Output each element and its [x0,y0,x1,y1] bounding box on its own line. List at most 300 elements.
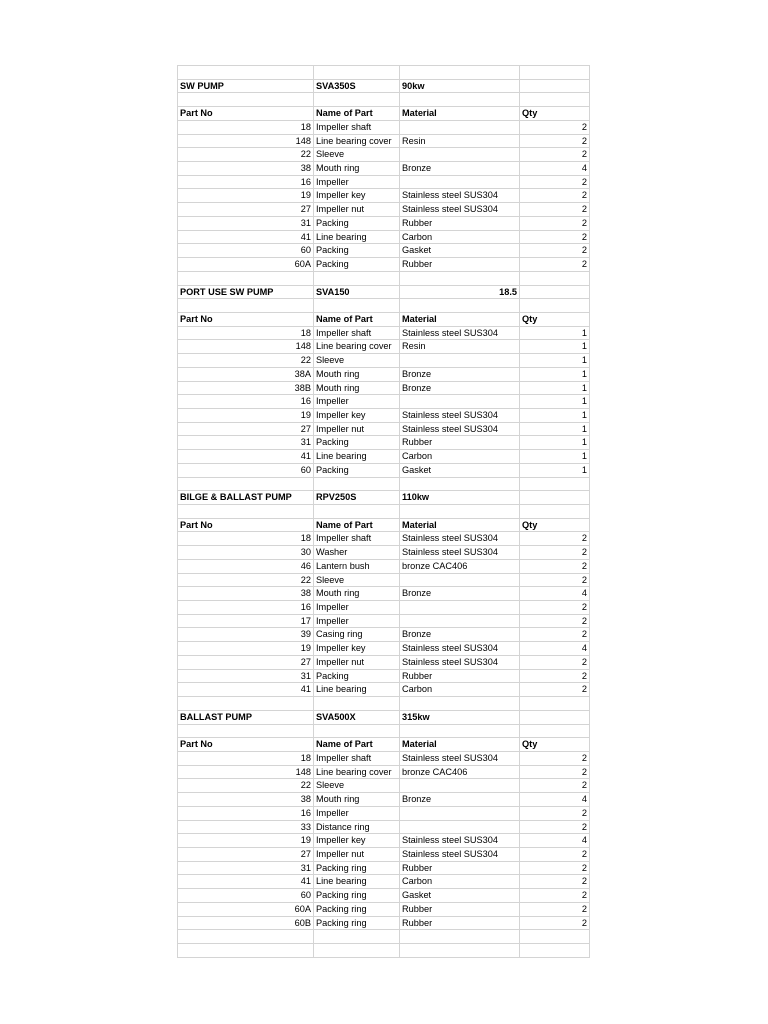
material-cell[interactable] [400,614,520,628]
material-cell[interactable]: Stainless steel SUS304 [400,189,520,203]
qty-cell[interactable]: 2 [520,134,590,148]
part-no-cell[interactable]: 27 [178,422,314,436]
part-no-cell[interactable]: 16 [178,806,314,820]
part-name-cell[interactable]: Distance ring [314,820,400,834]
part-name-cell[interactable]: Impeller [314,175,400,189]
material-cell[interactable]: Carbon [400,230,520,244]
part-no-cell[interactable]: 18 [178,326,314,340]
qty-cell[interactable]: 2 [520,546,590,560]
part-no-cell[interactable]: 22 [178,354,314,368]
material-cell[interactable] [400,354,520,368]
qty-cell[interactable]: 2 [520,889,590,903]
part-name-cell[interactable]: Impeller shaft [314,120,400,134]
part-name-cell[interactable]: Packing [314,244,400,258]
qty-cell[interactable]: 1 [520,395,590,409]
part-name-cell[interactable]: Impeller nut [314,203,400,217]
empty-cell[interactable] [520,930,590,944]
material-cell[interactable]: Stainless steel SUS304 [400,203,520,217]
qty-cell[interactable]: 1 [520,381,590,395]
empty-cell[interactable] [400,477,520,491]
pump-model[interactable]: RPV250S [314,491,400,505]
material-cell[interactable]: Rubber [400,436,520,450]
part-name-cell[interactable]: Line bearing [314,450,400,464]
material-cell[interactable]: Stainless steel SUS304 [400,751,520,765]
material-cell[interactable]: Carbon [400,683,520,697]
empty-cell[interactable] [520,710,590,724]
part-name-cell[interactable]: Impeller [314,601,400,615]
qty-cell[interactable]: 1 [520,450,590,464]
qty-cell[interactable]: 1 [520,408,590,422]
pump-name[interactable]: PORT USE SW PUMP [178,285,314,299]
part-no-cell[interactable]: 18 [178,120,314,134]
part-no-cell[interactable]: 18 [178,532,314,546]
header-material[interactable]: Material [400,312,520,326]
part-row [178,354,590,368]
header-part-no[interactable]: Part No [178,312,314,326]
part-name-cell[interactable]: Impeller key [314,642,400,656]
part-row [178,134,590,148]
material-cell[interactable]: Bronze [400,587,520,601]
empty-cell[interactable] [178,505,314,519]
empty-cell[interactable] [520,66,590,80]
part-name-cell[interactable]: Line bearing [314,683,400,697]
part-name-cell[interactable]: Sleeve [314,779,400,793]
material-cell[interactable]: Rubber [400,258,520,272]
part-no-cell[interactable]: 60A [178,902,314,916]
material-cell[interactable]: Stainless steel SUS304 [400,408,520,422]
part-name-cell[interactable]: Impeller shaft [314,532,400,546]
material-cell[interactable]: Carbon [400,875,520,889]
header-qty[interactable]: Qty [520,738,590,752]
part-name-cell[interactable]: Impeller shaft [314,751,400,765]
part-no-cell[interactable]: 19 [178,189,314,203]
part-name-cell[interactable]: Line bearing [314,875,400,889]
header-name-of-part[interactable]: Name of Part [314,107,400,121]
column-header-row [178,107,590,121]
empty-cell[interactable] [314,66,400,80]
part-row [178,532,590,546]
part-name-cell[interactable]: Casing ring [314,628,400,642]
empty-cell[interactable] [520,271,590,285]
qty-cell[interactable]: 1 [520,436,590,450]
empty-cell[interactable] [400,944,520,958]
empty-cell[interactable] [520,299,590,313]
blank-row [178,930,590,944]
part-name-cell[interactable]: Impeller shaft [314,326,400,340]
empty-cell[interactable] [520,491,590,505]
material-cell[interactable] [400,175,520,189]
part-no-cell[interactable]: 38A [178,367,314,381]
qty-cell[interactable]: 2 [520,189,590,203]
part-name-cell[interactable]: Sleeve [314,148,400,162]
part-no-cell[interactable]: 41 [178,875,314,889]
header-name-of-part[interactable]: Name of Part [314,738,400,752]
part-no-cell[interactable]: 148 [178,340,314,354]
pump-model[interactable]: SVA350S [314,79,400,93]
blank-row [178,724,590,738]
header-name-of-part[interactable]: Name of Part [314,518,400,532]
part-no-cell[interactable]: 16 [178,395,314,409]
qty-cell[interactable]: 2 [520,532,590,546]
part-no-cell[interactable]: 19 [178,642,314,656]
empty-cell[interactable] [178,66,314,80]
material-cell[interactable]: Gasket [400,889,520,903]
material-cell[interactable]: Rubber [400,861,520,875]
material-cell[interactable] [400,601,520,615]
part-no-cell[interactable]: 39 [178,628,314,642]
part-name-cell[interactable]: Mouth ring [314,162,400,176]
material-cell[interactable]: Bronze [400,367,520,381]
empty-cell[interactable] [520,724,590,738]
pump-power[interactable]: 110kw [400,491,520,505]
material-cell[interactable] [400,573,520,587]
part-row [178,326,590,340]
part-no-cell[interactable]: 148 [178,765,314,779]
part-name-cell[interactable]: Impeller nut [314,422,400,436]
empty-cell[interactable] [400,271,520,285]
empty-cell[interactable] [520,93,590,107]
empty-cell[interactable] [314,930,400,944]
qty-cell[interactable]: 2 [520,573,590,587]
qty-cell[interactable]: 2 [520,751,590,765]
qty-cell[interactable]: 2 [520,148,590,162]
part-name-cell[interactable]: Mouth ring [314,793,400,807]
qty-cell[interactable]: 2 [520,203,590,217]
pump-name[interactable]: BILGE & BALLAST PUMP [178,491,314,505]
part-row [178,120,590,134]
blank-row [178,477,590,491]
blank-row [178,697,590,711]
empty-cell[interactable] [400,299,520,313]
part-name-cell[interactable]: Line bearing cover [314,765,400,779]
part-no-cell[interactable]: 17 [178,614,314,628]
empty-cell[interactable] [314,271,400,285]
qty-cell[interactable]: 2 [520,258,590,272]
spreadsheet-body [178,66,590,958]
part-no-cell[interactable]: 31 [178,216,314,230]
part-name-cell[interactable]: Packing [314,669,400,683]
part-name-cell[interactable]: Mouth ring [314,367,400,381]
empty-cell[interactable] [314,477,400,491]
part-name-cell[interactable]: Impeller [314,395,400,409]
material-cell[interactable]: Bronze [400,628,520,642]
empty-cell[interactable] [520,944,590,958]
empty-cell[interactable] [314,299,400,313]
blank-row [178,93,590,107]
qty-cell[interactable]: 2 [520,902,590,916]
part-name-cell[interactable]: Packing [314,463,400,477]
pump-name[interactable]: SW PUMP [178,79,314,93]
material-cell[interactable]: bronze CAC406 [400,559,520,573]
qty-cell[interactable]: 1 [520,422,590,436]
pump-power[interactable]: 315kw [400,710,520,724]
material-cell[interactable]: Bronze [400,162,520,176]
empty-cell[interactable] [314,724,400,738]
part-name-cell[interactable]: Impeller key [314,834,400,848]
part-row [178,216,590,230]
qty-cell[interactable]: 1 [520,463,590,477]
material-cell[interactable]: bronze CAC406 [400,765,520,779]
header-qty[interactable]: Qty [520,518,590,532]
qty-cell[interactable]: 4 [520,587,590,601]
part-no-cell[interactable]: 27 [178,203,314,217]
material-cell[interactable]: Stainless steel SUS304 [400,422,520,436]
part-row [178,587,590,601]
part-no-cell[interactable]: 46 [178,559,314,573]
material-cell[interactable]: Gasket [400,463,520,477]
header-qty[interactable]: Qty [520,107,590,121]
qty-cell[interactable]: 2 [520,875,590,889]
part-no-cell[interactable]: 41 [178,683,314,697]
part-name-cell[interactable]: Impeller nut [314,655,400,669]
material-cell[interactable]: Carbon [400,450,520,464]
qty-cell[interactable]: 2 [520,120,590,134]
column-header-row [178,738,590,752]
part-name-cell[interactable]: Line bearing [314,230,400,244]
qty-cell[interactable]: 2 [520,244,590,258]
part-no-cell[interactable]: 31 [178,861,314,875]
empty-cell[interactable] [520,505,590,519]
part-no-cell[interactable]: 22 [178,573,314,587]
part-no-cell[interactable]: 18 [178,751,314,765]
material-cell[interactable]: Stainless steel SUS304 [400,847,520,861]
empty-cell[interactable] [400,505,520,519]
part-row [178,395,590,409]
empty-cell[interactable] [178,299,314,313]
part-no-cell[interactable]: 19 [178,408,314,422]
part-name-cell[interactable]: Line bearing cover [314,340,400,354]
qty-cell[interactable]: 2 [520,628,590,642]
header-part-no[interactable]: Part No [178,518,314,532]
header-material[interactable]: Material [400,107,520,121]
pump-title-row [178,79,590,93]
qty-cell[interactable]: 1 [520,354,590,368]
part-no-cell[interactable]: 16 [178,175,314,189]
material-cell[interactable]: Stainless steel SUS304 [400,546,520,560]
part-name-cell[interactable]: Impeller key [314,189,400,203]
part-name-cell[interactable]: Impeller [314,614,400,628]
material-cell[interactable] [400,120,520,134]
part-name-cell[interactable]: Mouth ring [314,587,400,601]
material-cell[interactable]: Stainless steel SUS304 [400,532,520,546]
qty-cell[interactable]: 1 [520,326,590,340]
empty-cell[interactable] [520,285,590,299]
empty-cell[interactable] [178,93,314,107]
qty-cell[interactable]: 2 [520,806,590,820]
material-cell[interactable]: Rubber [400,902,520,916]
empty-cell[interactable] [520,79,590,93]
part-name-cell[interactable]: Packing ring [314,916,400,930]
qty-cell[interactable]: 2 [520,861,590,875]
part-no-cell[interactable]: 41 [178,230,314,244]
part-row [178,203,590,217]
empty-cell[interactable] [400,697,520,711]
empty-cell[interactable] [178,724,314,738]
part-row [178,189,590,203]
part-name-cell[interactable]: Packing [314,436,400,450]
qty-cell[interactable]: 2 [520,779,590,793]
qty-cell[interactable]: 2 [520,916,590,930]
header-material[interactable]: Material [400,738,520,752]
part-no-cell[interactable]: 38 [178,162,314,176]
qty-cell[interactable]: 4 [520,642,590,656]
qty-cell[interactable]: 1 [520,367,590,381]
part-no-cell[interactable]: 60 [178,244,314,258]
blank-row [178,944,590,958]
part-no-cell[interactable]: 27 [178,847,314,861]
qty-cell[interactable]: 4 [520,162,590,176]
material-cell[interactable] [400,806,520,820]
qty-cell[interactable]: 4 [520,793,590,807]
material-cell[interactable] [400,395,520,409]
material-cell[interactable] [400,779,520,793]
part-no-cell[interactable]: 33 [178,820,314,834]
material-cell[interactable] [400,148,520,162]
qty-cell[interactable]: 2 [520,216,590,230]
part-name-cell[interactable]: Washer [314,546,400,560]
part-name-cell[interactable]: Sleeve [314,354,400,368]
material-cell[interactable] [400,820,520,834]
part-name-cell[interactable]: Packing [314,216,400,230]
part-row [178,230,590,244]
part-name-cell[interactable]: Line bearing cover [314,134,400,148]
qty-cell[interactable]: 2 [520,601,590,615]
part-no-cell[interactable]: 38 [178,587,314,601]
material-cell[interactable]: Gasket [400,244,520,258]
part-row [178,463,590,477]
part-name-cell[interactable]: Packing [314,258,400,272]
material-cell[interactable]: Stainless steel SUS304 [400,326,520,340]
material-cell[interactable]: Bronze [400,793,520,807]
qty-cell[interactable]: 2 [520,175,590,189]
parts-spreadsheet [177,65,590,958]
qty-cell[interactable]: 2 [520,683,590,697]
part-no-cell[interactable]: 41 [178,450,314,464]
empty-cell[interactable] [520,697,590,711]
qty-cell[interactable]: 2 [520,847,590,861]
part-name-cell[interactable]: Impeller [314,806,400,820]
qty-cell[interactable]: 2 [520,765,590,779]
part-no-cell[interactable]: 148 [178,134,314,148]
empty-cell[interactable] [400,930,520,944]
part-no-cell[interactable]: 60 [178,463,314,477]
part-no-cell[interactable]: 22 [178,148,314,162]
header-part-no[interactable]: Part No [178,738,314,752]
header-name-of-part[interactable]: Name of Part [314,312,400,326]
qty-cell[interactable]: 2 [520,559,590,573]
pump-power[interactable]: 18.5 [400,285,520,299]
part-name-cell[interactable]: Packing ring [314,902,400,916]
part-row [178,655,590,669]
material-cell[interactable]: Rubber [400,669,520,683]
material-cell[interactable]: Rubber [400,216,520,230]
part-row [178,834,590,848]
part-no-cell[interactable]: 38B [178,381,314,395]
part-row [178,244,590,258]
qty-cell[interactable]: 2 [520,820,590,834]
qty-cell[interactable]: 2 [520,230,590,244]
empty-cell[interactable] [400,66,520,80]
material-cell[interactable]: Resin [400,340,520,354]
part-name-cell[interactable]: Impeller nut [314,847,400,861]
empty-cell[interactable] [178,477,314,491]
part-no-cell[interactable]: 60B [178,916,314,930]
pump-model[interactable]: SVA150 [314,285,400,299]
material-cell[interactable]: Resin [400,134,520,148]
empty-cell[interactable] [178,930,314,944]
part-name-cell[interactable]: Impeller key [314,408,400,422]
material-cell[interactable]: Stainless steel SUS304 [400,655,520,669]
part-no-cell[interactable]: 60A [178,258,314,272]
part-row [178,642,590,656]
part-name-cell[interactable]: Sleeve [314,573,400,587]
pump-model[interactable]: SVA500X [314,710,400,724]
qty-cell[interactable]: 2 [520,655,590,669]
material-cell[interactable]: Bronze [400,381,520,395]
pump-name[interactable]: BALLAST PUMP [178,710,314,724]
qty-cell[interactable]: 2 [520,614,590,628]
part-name-cell[interactable]: Packing ring [314,889,400,903]
part-no-cell[interactable]: 31 [178,669,314,683]
part-row [178,793,590,807]
part-row [178,820,590,834]
empty-cell[interactable] [178,697,314,711]
empty-cell[interactable] [400,724,520,738]
part-no-cell[interactable]: 19 [178,834,314,848]
part-name-cell[interactable]: Mouth ring [314,381,400,395]
part-name-cell[interactable]: Lantern bush [314,559,400,573]
part-no-cell[interactable]: 30 [178,546,314,560]
empty-cell[interactable] [400,93,520,107]
part-row [178,875,590,889]
column-header-row [178,518,590,532]
empty-cell[interactable] [314,505,400,519]
part-row [178,450,590,464]
qty-cell[interactable]: 2 [520,669,590,683]
qty-cell[interactable]: 4 [520,834,590,848]
part-no-cell[interactable]: 22 [178,779,314,793]
header-material[interactable]: Material [400,518,520,532]
qty-cell[interactable]: 1 [520,340,590,354]
material-cell[interactable]: Stainless steel SUS304 [400,834,520,848]
part-row [178,751,590,765]
part-no-cell[interactable]: 60 [178,889,314,903]
header-part-no[interactable]: Part No [178,107,314,121]
empty-cell[interactable] [520,477,590,491]
empty-cell[interactable] [314,93,400,107]
part-row [178,340,590,354]
part-no-cell[interactable]: 31 [178,436,314,450]
material-cell[interactable]: Stainless steel SUS304 [400,642,520,656]
part-name-cell[interactable]: Packing ring [314,861,400,875]
part-row [178,614,590,628]
part-row [178,683,590,697]
empty-cell[interactable] [314,944,400,958]
material-cell[interactable]: Rubber [400,916,520,930]
part-row [178,779,590,793]
pump-power[interactable]: 90kw [400,79,520,93]
empty-cell[interactable] [314,697,400,711]
empty-cell[interactable] [178,271,314,285]
header-qty[interactable]: Qty [520,312,590,326]
pump-title-row [178,285,590,299]
part-no-cell[interactable]: 38 [178,793,314,807]
part-row [178,175,590,189]
part-row [178,559,590,573]
part-no-cell[interactable]: 16 [178,601,314,615]
empty-cell[interactable] [178,944,314,958]
part-no-cell[interactable]: 27 [178,655,314,669]
